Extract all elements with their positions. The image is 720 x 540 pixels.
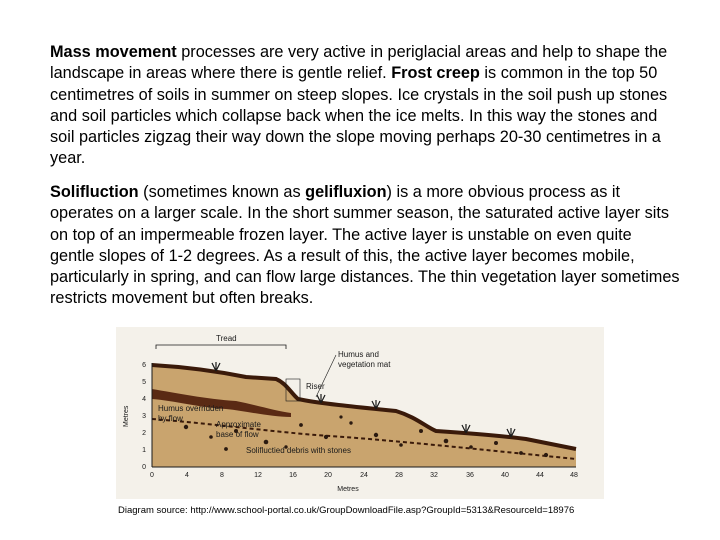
- x-tick-label: 16: [289, 472, 297, 479]
- term-solifluction: Solifluction: [50, 183, 139, 201]
- x-axis-label: Metres: [337, 486, 359, 493]
- y-tick-label: 2: [142, 430, 146, 437]
- base-line2: base of flow: [216, 430, 259, 439]
- text-frost-creep: is common in the top 50 centimetres of soils in summer on steep slopes. Ice crystals in the soil push up stones and soil particles which collapse back when the ice melts. In this way the stones and soil particles zigzag their way down the slope moving perhaps 20-30 centimetres in a year.: [50, 64, 668, 168]
- x-tick-label: 12: [254, 472, 262, 479]
- riser-label: Riser: [306, 382, 325, 391]
- text-mass-movement: processes are very active in periglacial areas and help to shape the landscape in areas where there is gentle relief.: [50, 43, 668, 83]
- diagram-caption: Diagram source: http://www.school-portal.co.uk/GroupDownloadFile.asp?GroupId=5313&ResourceId=18976: [118, 505, 575, 516]
- y-tick-label: 4: [142, 396, 146, 403]
- debris-label: Solifluctied debris with stones: [246, 446, 351, 455]
- x-tick-label: 44: [536, 472, 544, 479]
- text-solifluction-a: (sometimes known as: [138, 183, 306, 201]
- x-tick-label: 0: [150, 472, 154, 479]
- paragraph-mass-movement: [50, 42, 680, 170]
- tread-label: Tread: [216, 334, 237, 343]
- y-tick-label: 0: [142, 464, 146, 471]
- y-tick-label: 3: [142, 413, 146, 420]
- solifluction-diagram: [116, 327, 604, 499]
- overridden-line2: by flow: [158, 414, 183, 423]
- y-tick-label: 6: [142, 362, 146, 369]
- x-tick-label: 40: [501, 472, 509, 479]
- base-line1: Approximate: [216, 420, 261, 429]
- x-tick-label: 4: [185, 472, 189, 479]
- x-tick-label: 36: [466, 472, 474, 479]
- x-tick-label: 28: [395, 472, 403, 479]
- x-tick-label: 8: [220, 472, 224, 479]
- humus-label-line1: Humus and: [338, 350, 379, 359]
- overridden-line1: Humus overridden: [158, 404, 224, 413]
- y-tick-label: 5: [142, 379, 146, 386]
- x-tick-label: 48: [570, 472, 578, 479]
- y-tick-label: 1: [142, 447, 146, 454]
- x-tick-label: 32: [430, 472, 438, 479]
- x-tick-label: 24: [360, 472, 368, 479]
- term-mass-movement: Mass movement: [50, 43, 177, 61]
- paragraph-solifluction: [50, 182, 680, 310]
- term-gelifluxion: gelifluxion: [305, 183, 387, 201]
- y-axis-label: Metres: [123, 405, 130, 427]
- humus-label-line2: vegetation mat: [338, 360, 391, 369]
- text-solifluction-b: ) is a more obvious process as it operates on a larger scale. In the short summer season, the saturated active layer sits on top of an impermeable frozen layer. The active layer is unstable on even quite gentle slopes of 1-2 degrees. As a result of this, the active layer becomes mobile, particularly in spring, and can flow large distances. The thin vegetation layer sometimes restricts movement but often breaks.: [50, 183, 680, 308]
- term-frost-creep: Frost creep: [391, 64, 480, 83]
- x-tick-label: 20: [324, 472, 332, 479]
